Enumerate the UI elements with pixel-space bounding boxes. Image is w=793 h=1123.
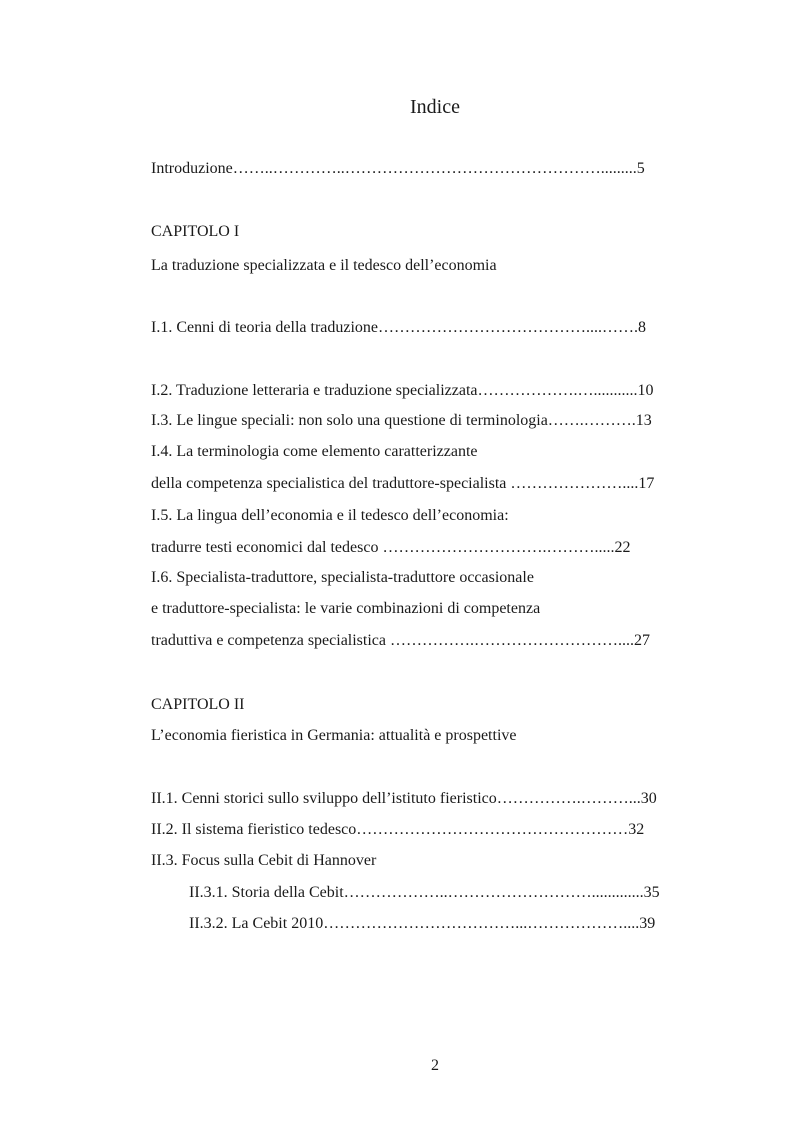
toc-entry-introduzione: Introduzione……..…………..………………………………………….........5: [151, 160, 645, 177]
page-number: 2: [431, 1057, 439, 1074]
toc-entry: II.2. Il sistema fieristico tedesco……………………………………………32: [151, 821, 645, 838]
toc-entry: II.1. Cenni storici sullo sviluppo dell’istituto fieristico…………….………...30: [151, 790, 657, 807]
chapter-1-subtitle: La traduzione specializzata e il tedesco dell’economia: [151, 257, 497, 274]
toc-entry: tradurre testi economici dal tedesco ………………………….……….....22: [151, 539, 631, 556]
toc-entry: I.2. Traduzione letteraria e traduzione specializzata……………….…...........10: [151, 382, 654, 399]
toc-entry: I.4. La terminologia come elemento caratterizzante: [151, 443, 478, 460]
toc-entry: II.3. Focus sulla Cebit di Hannover: [151, 852, 377, 869]
page-title: Indice: [410, 96, 460, 118]
chapter-1-label: CAPITOLO I: [151, 223, 240, 240]
chapter-2-subtitle: L’economia fieristica in Germania: attualità e prospettive: [151, 727, 517, 744]
toc-entry: I.6. Specialista-traduttore, specialista-traduttore occasionale: [151, 569, 534, 586]
toc-entry: della competenza specialistica del traduttore-specialista …………………....17: [151, 475, 655, 492]
toc-entry: I.1. Cenni di teoria della traduzione…………………………………....…….8: [151, 319, 647, 336]
toc-entry: I.3. Le lingue speciali: non solo una questione di terminologia…….……….13: [151, 412, 652, 429]
toc-entry: e traduttore-specialista: le varie combinazioni di competenza: [151, 600, 541, 617]
chapter-2-label: CAPITOLO II: [151, 696, 245, 713]
toc-subentry: II.3.1. Storia della Cebit………………..……………………….............35: [189, 884, 660, 901]
toc-subentry: II.3.2. La Cebit 2010………………………………...………………....39: [189, 915, 656, 932]
toc-entry: I.5. La lingua dell’economia e il tedesco dell’economia:: [151, 507, 509, 524]
toc-entry: traduttiva e competenza specialistica …………….………………………....27: [151, 632, 650, 649]
